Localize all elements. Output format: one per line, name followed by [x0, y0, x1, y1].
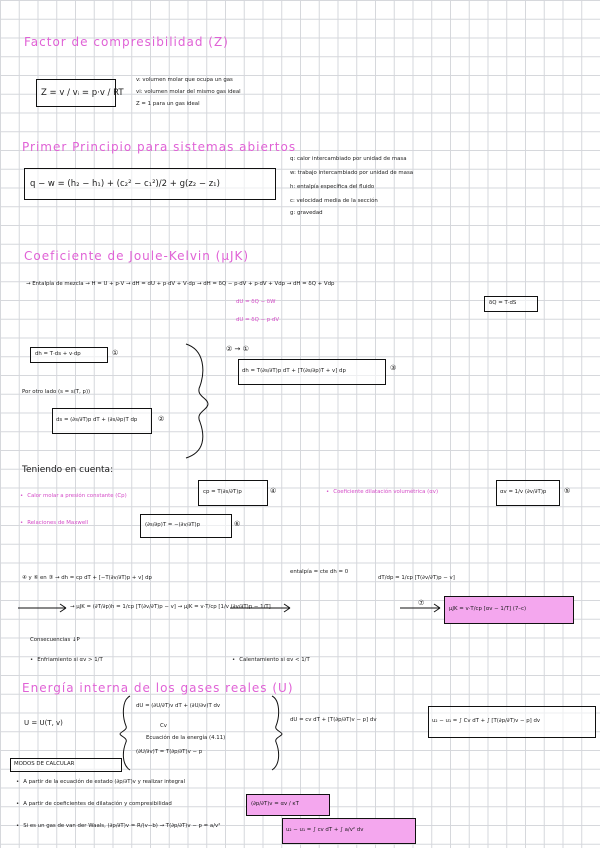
substitution-line: ④ y ⑥ en ③ → dh = cp dT + [−T(∂v/∂T)p + v] dp	[22, 575, 152, 581]
mode-3: • Si es un gas de van der Waals, (∂p/∂T)v = R/(v−b) → T(∂p/∂T)v − p = a/v²	[16, 824, 220, 829]
du-combined: dU = cv dT + [T(∂p/∂T)v − p] dv	[290, 717, 377, 723]
other-side-note: Por otro lado (s = s(T, p))	[22, 389, 91, 395]
first-principle-box	[24, 168, 276, 200]
pp-note-c: c: velocidad media de la sección	[290, 198, 378, 204]
energy-equation-label: Ecuación de la energía (4.11)	[146, 735, 226, 741]
pp-note-w: w: trabajo intercambiado por unidad de masa	[290, 170, 414, 176]
mu-result: μJK = v·T/cp [αv − 1/T] (7–c)	[449, 606, 527, 612]
eq1-number: ①	[112, 349, 119, 357]
cp-formula: cp = T(∂s/∂T)p	[203, 489, 242, 495]
dt-dp-relation: dT/dp = 1/cp [T(∂v/∂T)p − v]	[378, 575, 455, 581]
combine-label: ② → ①	[226, 345, 249, 353]
mode-2-formula: (∂p/∂T)v = αv / κT	[251, 801, 299, 807]
section-title-compresibility: Factor de compresibilidad (Z)	[24, 35, 229, 49]
first-principle-formula: q − w = (h₂ − h₁) + (c₂² − c₁²)/2 + g(z₂ − z₁)	[30, 179, 220, 189]
alpha-box	[496, 480, 560, 506]
considering-title: Teniendo en cuenta:	[22, 465, 114, 475]
z-formula-box	[36, 79, 124, 107]
eq3-box	[238, 359, 386, 385]
mode-2-box	[246, 794, 330, 816]
u-result-box	[428, 706, 596, 738]
maxwell-label: • Relaciones de Maxwell	[20, 521, 88, 526]
du-expression: dU = (∂U/∂T)v dT + (∂U/∂v)T dv	[136, 703, 221, 709]
z-formula: Z = v / vᵢ = p·v / RT	[41, 88, 124, 98]
section-title-joule-kelvin: Coeficiente de Joule-Kelvin (μJK)	[24, 249, 250, 263]
u-result: u₂ − u₁ = ∫ Cv dT + ∫ [T(∂p/∂T)v − p] dv	[432, 718, 541, 724]
heat-entropy-box	[484, 296, 538, 312]
maxwell-box	[140, 514, 232, 538]
eq2-box	[52, 408, 152, 434]
consequence-heating: • Calentamiento si αv < 1/T	[232, 658, 310, 663]
energy-equation: (∂U/∂v)T = T(∂p/∂T)v − p	[136, 749, 203, 755]
isenthalpic-condition: entalpía = cte dh = 0	[290, 569, 349, 575]
u-function: U = U(T, v)	[24, 719, 63, 727]
maxwell-number: ⑥	[234, 520, 241, 528]
mu-derivation: → μJK = (∂T/∂p)h = 1/cp [T(∂v/∂T)p − v] → μJK = v·T/cp [1/v (∂v/∂T)p − 1/T]	[70, 604, 271, 610]
mode-2: • A partir de coeficientes de dilatación y compresibilidad	[16, 802, 172, 807]
eq3-number: ③	[390, 364, 397, 372]
mu-number: ⑦	[418, 599, 425, 607]
z-note-3: Z = 1 para un gas ideal	[136, 101, 200, 107]
consequence-cooling: • Enfriamiento si αv > 1/T	[30, 658, 103, 663]
consequences-title: Consecuencias ↓P	[30, 637, 80, 643]
du-sub-2: dU = δQ − p·dV	[236, 317, 280, 323]
alpha-formula: αv = 1/v (∂v/∂T)p	[500, 489, 547, 495]
alpha-label: • Coeficiente dilatación volumétrica (αv)	[326, 490, 438, 495]
cp-number: ④	[270, 487, 277, 495]
z-note-1: v: volumen molar que ocupa un gas	[136, 77, 233, 83]
pp-note-g: g: gravedad	[290, 210, 323, 216]
mu-result-box	[444, 596, 574, 624]
eq2-number: ②	[158, 415, 165, 423]
eq3-formula: dh = T(∂s/∂T)p dT + [T(∂s/∂p)T + v] dp	[242, 368, 346, 374]
eq1-formula: dh = T·ds + v·dp	[35, 351, 81, 357]
z-note-2: vi: volumen molar del mismo gas ideal	[136, 89, 241, 95]
alpha-number: ⑤	[564, 487, 571, 495]
section-title-first-principle: Primer Principio para sistemas abiertos	[22, 140, 297, 154]
cv-label: Cv	[160, 723, 167, 729]
mode-1: • A partir de la ecuación de estado (∂p/∂T)v y realizar integral	[16, 780, 185, 785]
maxwell-formula: (∂s/∂p)T = −(∂v/∂T)p	[145, 522, 201, 528]
cp-box	[198, 480, 268, 506]
mode-3-formula: u₂ − u₁ = ∫ cv dT + ∫ a/v² dv	[286, 827, 364, 833]
mode-3-box	[282, 818, 416, 844]
pp-note-h: h: entalpía específica del fluido	[290, 184, 375, 190]
section-title-internal-energy: Energía interna de los gases reales (U)	[22, 681, 294, 695]
eq2-formula: ds = (∂s/∂T)p dT + (∂s/∂p)T dp	[56, 417, 138, 423]
enthalpy-derivation: → Entalpía de mezcla → H = U + p·V → dH = dU + p·dV + V·dp → dH = δQ − p·dV + p·dV + Vdp → dH = δQ + Vdp	[26, 281, 335, 287]
cp-label: • Calor molar a presión constante (Cp)	[20, 494, 127, 499]
heat-entropy-relation: δQ = T·dS	[489, 300, 517, 306]
du-sub-1: dU = δQ − δW	[236, 299, 276, 305]
eq1-box	[30, 347, 108, 363]
modes-title: MODOS DE CALCULAR	[14, 761, 75, 767]
pp-note-q: q: calor intercambiado por unidad de masa	[290, 156, 407, 162]
modes-title-box	[10, 758, 122, 772]
